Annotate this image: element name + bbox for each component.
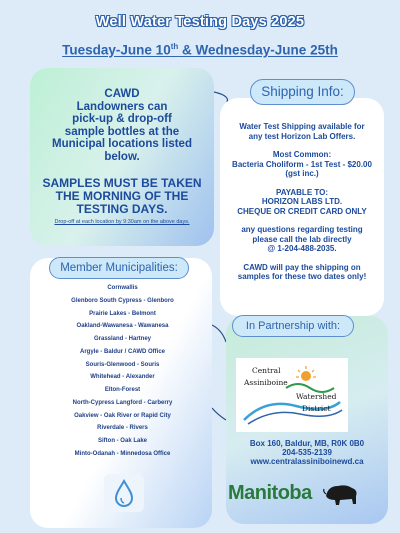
municipality-item: Souris-Glenwood - Souris: [85, 361, 160, 368]
shipping-line: please call the lab directly: [252, 234, 352, 244]
shipping-payment: [220, 188, 384, 217]
cawd-line: Landowners can: [76, 100, 168, 113]
date-separator: &: [178, 42, 196, 58]
phone: 204-535-2139: [282, 448, 332, 457]
shipping-availability: [220, 122, 384, 141]
municipality-item: Sifton - Oak Lake: [97, 438, 147, 444]
address: Box 160, Baldur, MB, R0K 0B0: [249, 439, 365, 448]
shipping-cawd-note: [220, 263, 384, 282]
municipality-item: Whitehead - Alexander: [90, 374, 155, 381]
shipping-line: HORIZON LABS LTD.: [261, 197, 343, 206]
warning-line: TESTING DAYS.: [76, 202, 168, 216]
logo-text-watershed: Watershed: [296, 392, 337, 401]
municipality-item: Argyle - Baldur / CAWD Office: [79, 348, 165, 355]
municipality-item: Riverdale - Rivers: [97, 425, 148, 432]
sample-warning: [30, 177, 214, 216]
date-2: Wednesday-June 25th: [195, 42, 338, 58]
shipping-line: @ 1-204-488-2035.: [267, 244, 337, 253]
shipping-line: PAYABLE TO:: [275, 187, 328, 197]
municipality-list: [40, 282, 205, 461]
cawd-line: sample bottles at the: [64, 125, 180, 138]
shipping-line: CHEQUE OR CREDIT CARD ONLY: [237, 206, 367, 216]
cawd-line: Municipal locations listed: [52, 138, 192, 150]
partnership-heading: In Partnership with:: [232, 315, 354, 337]
cawd-line: pick-up & drop-off: [72, 113, 172, 125]
municipalities-heading: Member Municipalities:: [49, 257, 189, 279]
watershed-district-logo: [236, 358, 348, 432]
date-1-suffix: th: [170, 42, 179, 51]
shipping-line: samples for these two dates only!: [237, 272, 367, 281]
manitoba-logo: [228, 480, 360, 510]
municipality-item: Glenboro South Cypress - Glenboro: [71, 297, 174, 304]
municipality-item: Prairie Lakes - Belmont: [89, 310, 156, 317]
municipality-item: Grassland - Hartney: [93, 336, 152, 342]
contact-info: [226, 439, 388, 466]
shipping-line: Water Test Shipping available for: [239, 122, 365, 131]
shipping-line: Bacteria Choliform - 1st Test - $20.00: [232, 159, 372, 169]
dropoff-note: Drop-off at each location by 9:30am on the above days.: [54, 219, 190, 225]
shipping-line: any questions regarding testing: [241, 225, 363, 234]
warning-line: SAMPLES MUST BE TAKEN: [42, 176, 202, 190]
page-title: Well Water Testing Days 2025: [95, 14, 305, 30]
shipping-line: any test Horizon Lab Offers.: [248, 131, 356, 141]
cawd-message: [30, 88, 214, 163]
cawd-line: CAWD: [104, 88, 140, 100]
shipping-line: (gst inc.): [285, 169, 319, 178]
logo-text-district: District: [302, 404, 331, 413]
website-link[interactable]: www.centralassiniboinewd.ca: [250, 457, 364, 466]
date-1: Tuesday-June 10: [62, 42, 171, 58]
water-drop-icon: [104, 474, 144, 512]
shipping-card: [220, 98, 384, 316]
warning-line: THE MORNING OF THE: [55, 189, 189, 203]
shipping-line: CAWD will pay the shipping on: [243, 262, 361, 272]
shipping-heading: Shipping Info:: [250, 79, 355, 105]
municipality-item: Cornwallis: [107, 285, 138, 291]
cawd-line: below.: [104, 150, 140, 163]
bison-icon: [322, 482, 360, 508]
municipality-item: Oakview - Oak River or Rapid City: [74, 412, 171, 419]
municipality-item: Oakland-Wawanesa - Wawanesa: [76, 323, 169, 330]
municipality-item: Elton-Forest: [104, 387, 141, 393]
shipping-line: Most Common:: [272, 150, 332, 159]
manitoba-wordmark: Manitoba: [228, 482, 312, 504]
intro-card: [30, 68, 214, 246]
logo-text-assiniboine: Assiniboine: [244, 378, 288, 387]
municipality-item: Minto-Odanah - Minnedosa Office: [74, 450, 171, 457]
logo-text-central: Central: [252, 366, 281, 375]
municipality-item: North-Cypress Langford - Carberry: [72, 399, 173, 406]
shipping-contact: [220, 225, 384, 254]
shipping-pricing: [220, 150, 384, 179]
